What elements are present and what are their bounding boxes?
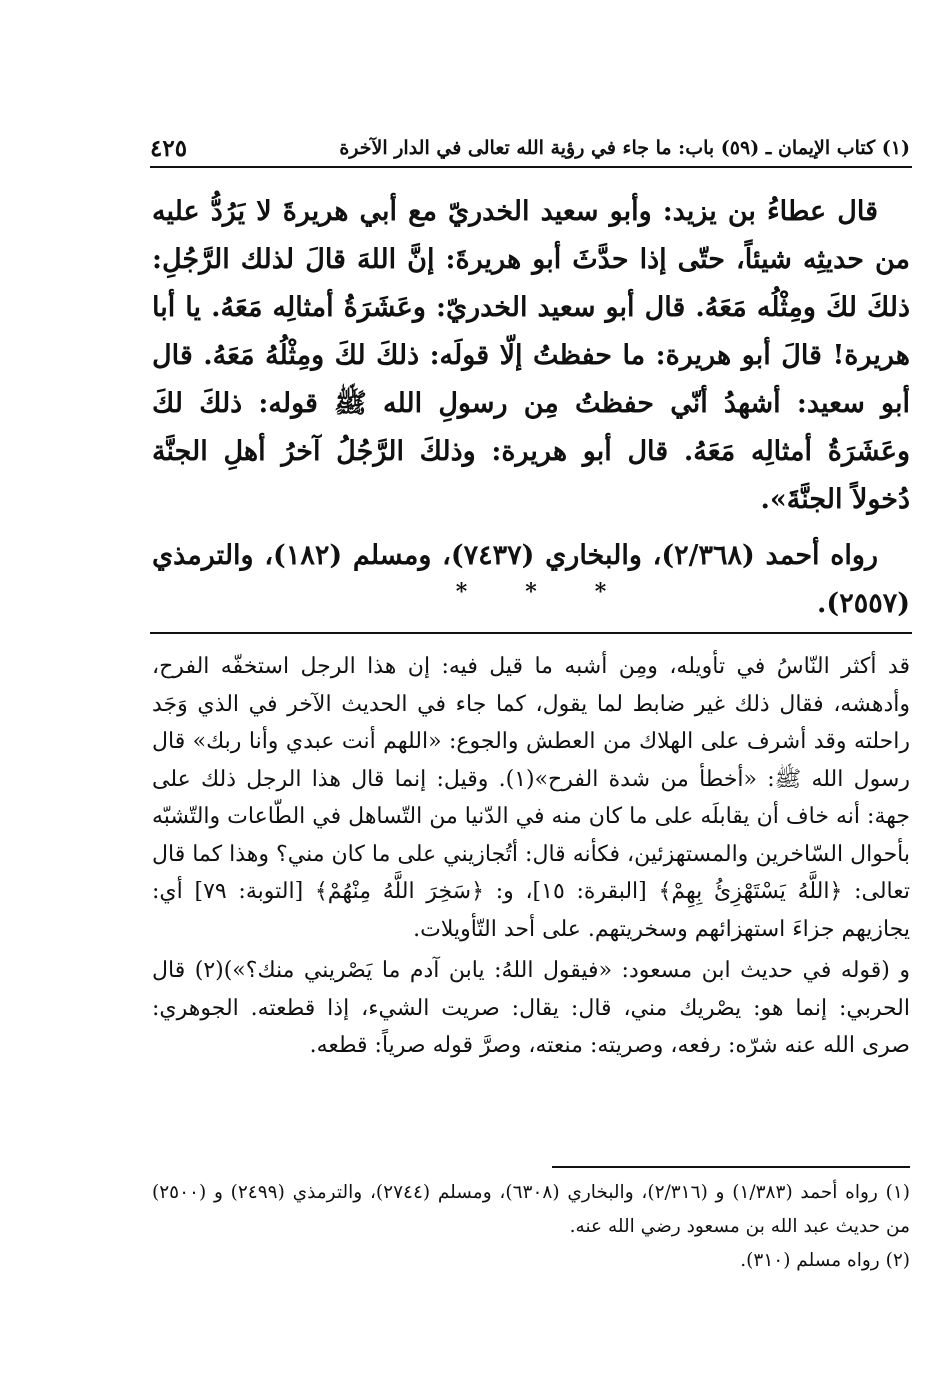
footnote: (١) رواه أحمد (١/٣٨٣) و (٢/٣١٦)، والبخاري (٦٣٠٨)، ومسلم (٢٧٤٤)، والترمذي (٢٤٩٩) و (٢٥٠٠) من حديث عبد الله بن مسعود رضي الله عنه. <box>152 1182 910 1237</box>
section-separator <box>150 572 912 612</box>
separator-star: * <box>594 579 607 605</box>
footnote: (٢) رواه مسلم (٣١٠). <box>740 1250 910 1271</box>
commentary-divider <box>150 632 912 634</box>
separator-star: * <box>455 579 468 605</box>
footnote-divider <box>552 1166 910 1168</box>
page-header <box>150 128 910 168</box>
footnotes <box>152 1176 910 1278</box>
page-number: ٤٢٥ <box>150 134 188 162</box>
hadith-source: رواه أحمد (٢/٣٦٨)، والبخاري (٧٤٣٧)، ومسلم (١٨٢)، والترمذي (٢٥٥٧). <box>152 540 910 619</box>
header-divider <box>150 166 912 168</box>
hadith-paragraph: قال عطاءُ بن يزيد: وأبو سعيد الخدريّ مع أبي هريرةَ لا يَرُدُّ عليه من حديثِه شيئاً، حتّى إذا حدَّثَ أبو هريرةَ: إنَّ اللهَ قالَ لذلك الرَّجُلِ: ذلكَ لكَ ومِثْلُه مَعَهُ. قال أبو سعيد الخدريّ: وعَشَرَةُ أمثالِه مَعَهُ. يا أبا هريرة! قالَ أبو هريرة: ما حفظتُ إلّا قولَه: ذلكَ لكَ ومِثْلُهُ مَعَهُ. قال أبو سعيد: أشهدُ أنّي حفظتُ مِن رسولِ الله ﷺ قوله: ذلكَ لكَ وعَشَرَةُ أمثالِه مَعَهُ. قال أبو هريرة: وذلكَ الرَّجُلُ آخرُ أهلِ الجنَّة دُخولاً الجنَّةَ». <box>152 196 910 515</box>
hadith-text <box>152 188 910 628</box>
commentary-paragraph: و (قوله في حديث ابن مسعود: «فيقول اللهُ: يابن آدم ما يَصْريني منك؟»)(٢) قال الحربي: إنما هو: يصْريك مني، قال: يقال: صريت الشيء، إذا قطعته. الجوهري: صرى الله عنه شرّه: رفعه، وصريته: منعته، وصرَّ قوله صرياً: قطعه. <box>152 958 911 1058</box>
running-title: (١) كتاب الإيمان ـ (٥٩) باب: ما جاء في رؤية الله تعالى في الدار الآخرة <box>339 137 910 159</box>
commentary-paragraph: قد أكثر النّاسُ في تأويله، ومِن أشبه ما قيل فيه: إن هذا الرجل استخفّه الفرح، وأدهشه، فقال ذلك غير ضابط لما يقول، كما جاء في الحديث الآخر في الذي وَجَد راحلته وقد أشرف على الهلاك من العطش والجوع: «اللهم أنت عبدي وأنا ربك» قال رسول الله ﷺ: «أخطأ من شدة الفرح»(١). وقيل: إنما قال هذا الرجل ذلك على جهة: أنه خاف أن يقابلَه على ما كان منه في الدّنيا من التّساهل في الطّاعات والتّشبّه بأحوال السّاخرين والمستهزئين، فكأنه قال: أتُجازيني على ما كان مني؟ وهذا كما قال تعالى: ﴿اللَّهُ يَسْتَهْزِئُ بِهِمْ﴾ [البقرة: ١٥]، و: ﴿سَخِرَ اللَّهُ مِنْهُمْ﴾ [التوبة: ٧٩] أي: يجازيهم جزاءَ استهزائهم وسخريتهم. على أحد التّأويلات. <box>152 654 910 942</box>
commentary <box>152 648 910 1065</box>
separator-star: * <box>525 579 537 605</box>
